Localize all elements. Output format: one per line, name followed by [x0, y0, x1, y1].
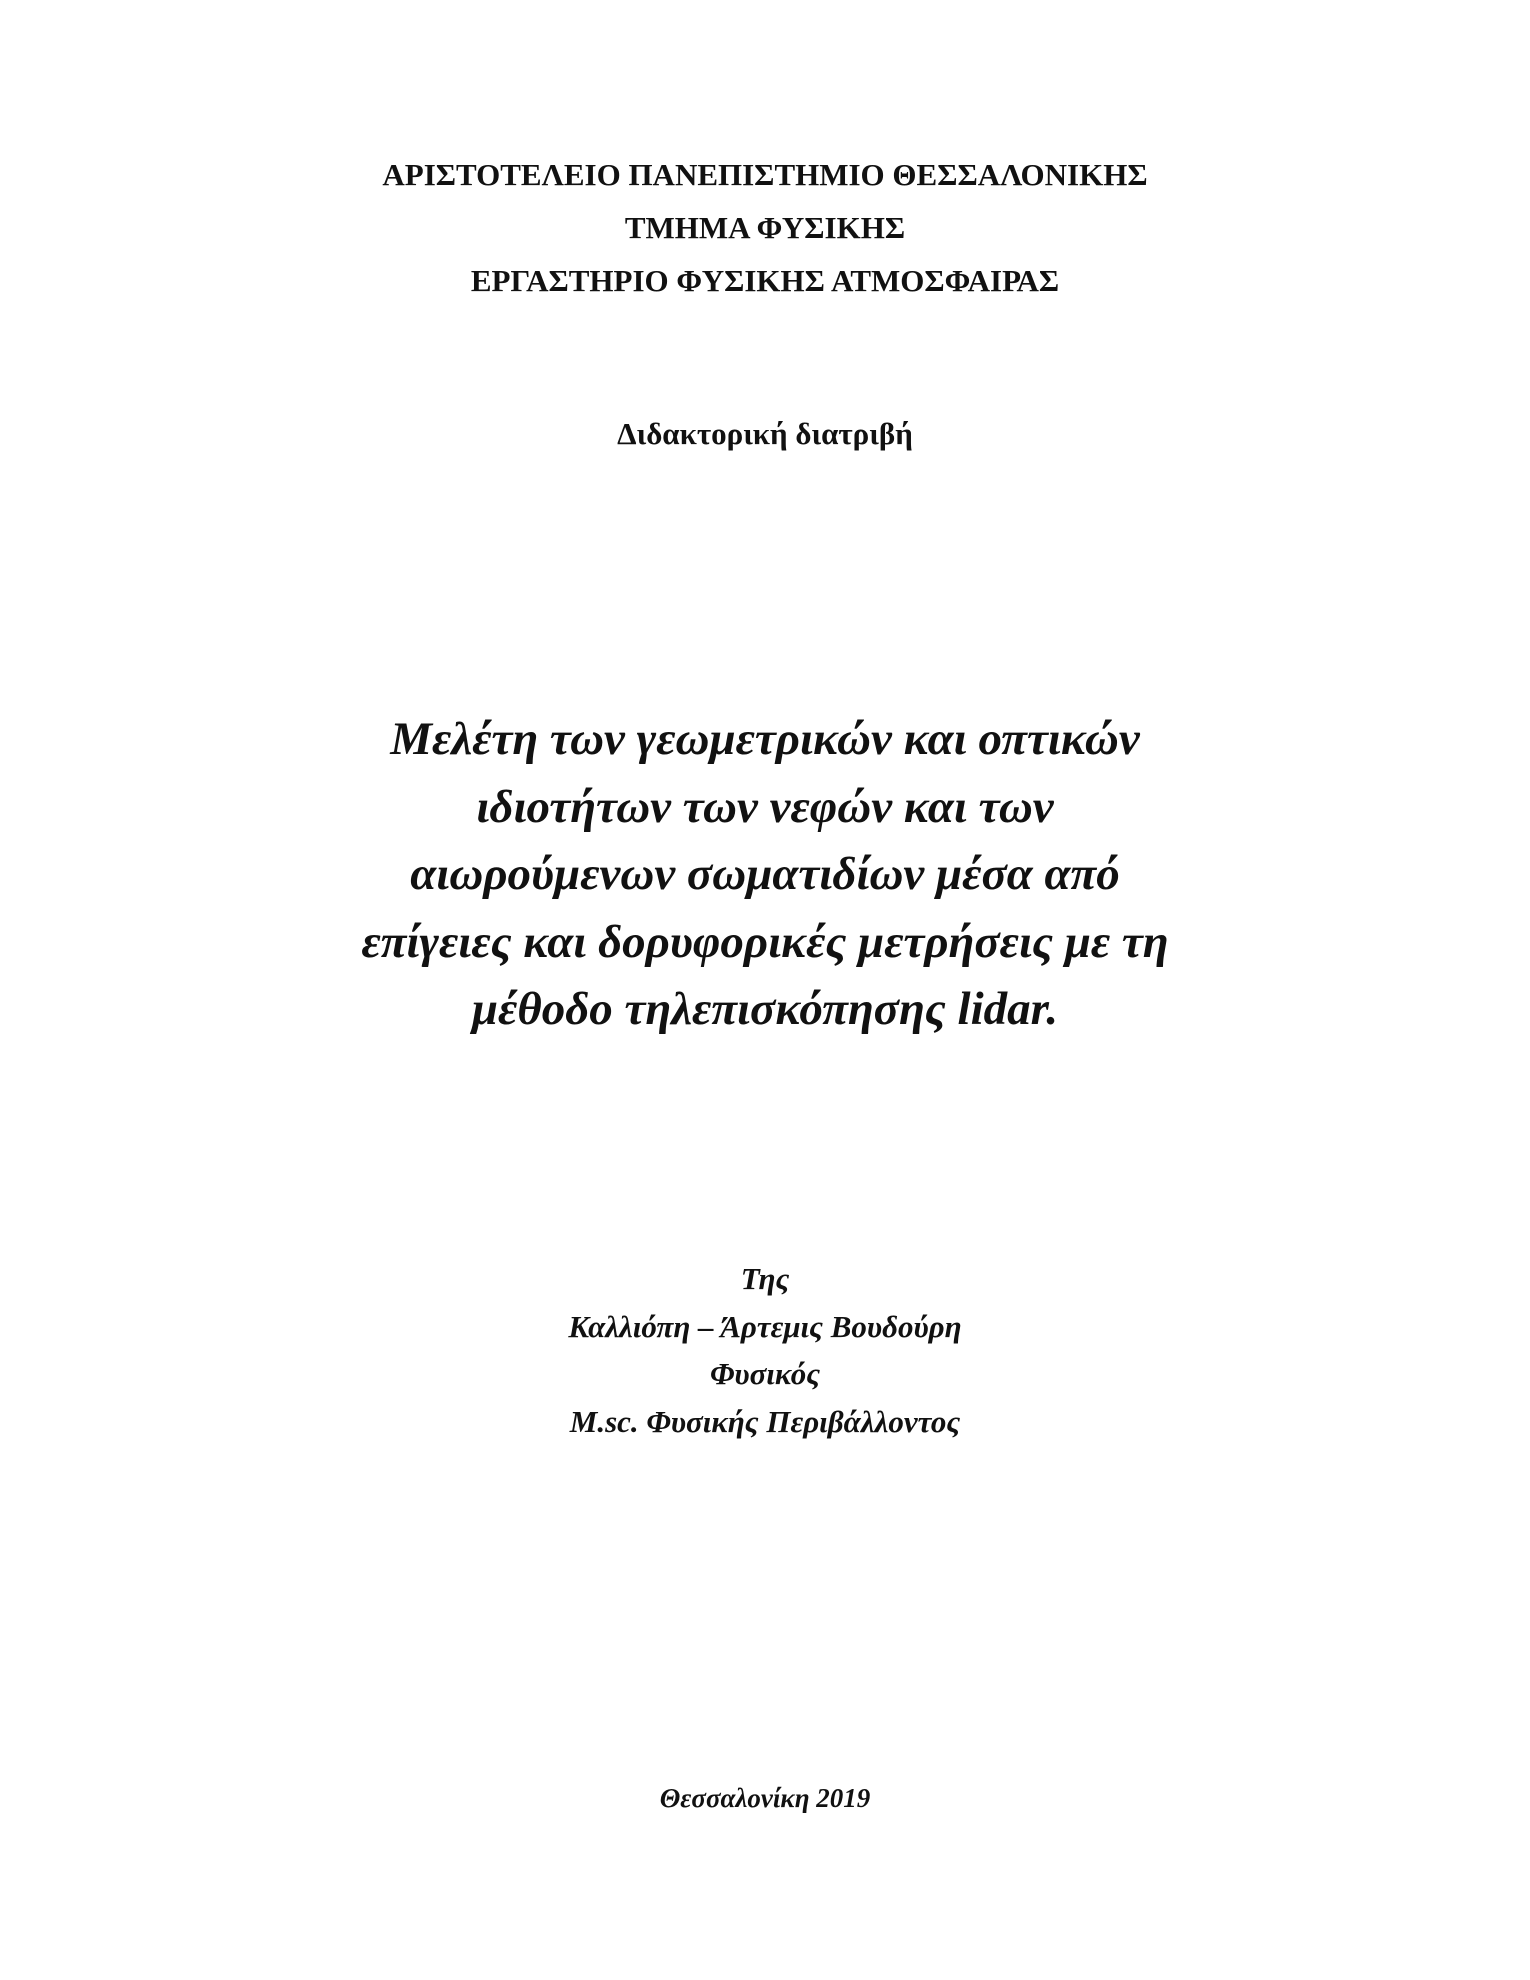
- department-name: ΤΜΗΜΑ ΦΥΣΙΚΗΣ: [624, 210, 906, 245]
- title-line: Μελέτη των γεωμετρικών και οπτικών: [390, 713, 1140, 765]
- author-profession: Φυσικός: [709, 1356, 821, 1391]
- author-block: [0, 1255, 1530, 1445]
- author-prefix: Της: [740, 1261, 790, 1296]
- thesis-title: [320, 706, 1210, 1044]
- title-line: μέθοδο τηλεπισκόπησης lidar.: [471, 983, 1059, 1035]
- title-line: αιωρούμενων σωματιδίων μέσα από: [410, 848, 1120, 900]
- title-line: ιδιοτήτων των νεφών και των: [476, 780, 1054, 833]
- author-name: Καλλιόπη – Άρτεμις Βουδούρη: [568, 1308, 962, 1344]
- title-line: επίγειες και δορυφορικές μετρήσεις με τη: [361, 915, 1169, 968]
- laboratory-name: ΕΡΓΑΣΤΗΡΙΟ ΦΥΣΙΚΗΣ ΑΤΜΟΣΦΑΙΡΑΣ: [470, 263, 1060, 298]
- institution-header: [0, 148, 1530, 307]
- place-and-year: Θεσσαλονίκη 2019: [659, 1783, 871, 1813]
- university-name: ΑΡΙΣΤΟΤΕΛΕΙΟ ΠΑΝΕΠΙΣΤΗΜΙΟ ΘΕΣΣΑΛΟΝΙΚΗΣ: [382, 157, 1148, 192]
- document-type: Διδακτορική διατριβή: [617, 416, 913, 451]
- author-degree: M.sc. Φυσικής Περιβάλλοντος: [569, 1403, 961, 1439]
